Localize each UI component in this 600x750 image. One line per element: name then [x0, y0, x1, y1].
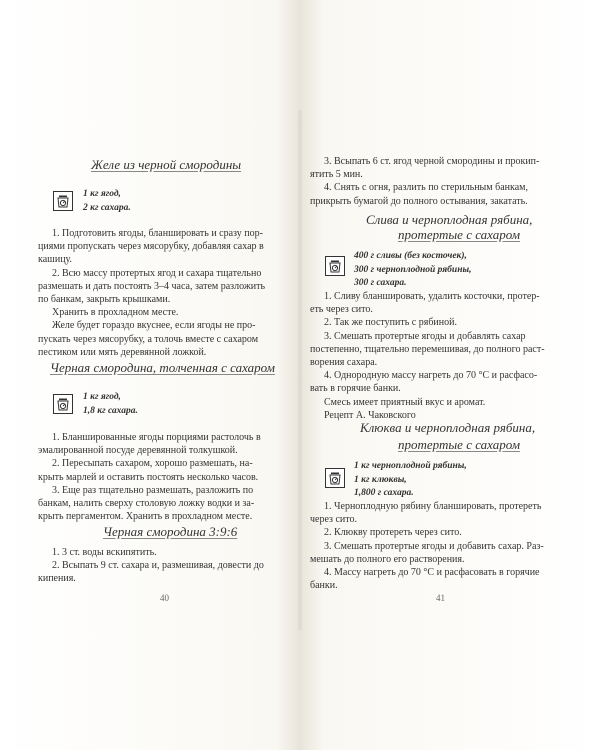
text-line: 3. Еще раз тщательно размешать, разложить по	[52, 484, 254, 496]
text-line: крыть пергаментом. Хранить в прохладном месте.	[38, 511, 253, 523]
text-line: кашицу.	[38, 254, 73, 266]
text-line: 4. Снять с огня, разлить по стерильным банкам,	[324, 182, 528, 194]
text-line: 1. Бланшированные ягоды порциями растолочь в	[52, 432, 261, 443]
recipe-body	[310, 290, 562, 422]
ingredient-list	[83, 188, 131, 215]
recipe-title: Черная смородина 3:9:6	[103, 524, 238, 539]
ingredient-list	[354, 460, 467, 501]
text-line: кипения.	[38, 573, 76, 585]
text-line: Смесь имеет приятный вкус и аромат.	[324, 396, 486, 408]
text-line: 2. Пересыпать сахаром, хорошо размешать, на-	[52, 458, 253, 470]
text-line: 3. Смешать протертые ягоды и добавлять сахар	[324, 330, 526, 342]
text-line: 4. Массу нагреть до 70 °С и расфасовать в горячие	[324, 567, 540, 579]
ingredient: 1 кг клюквы,	[354, 474, 407, 485]
text-line: циями пропускать через мясорубку, добавляя сахар в	[38, 241, 264, 253]
ingredient: 1 кг ягод,	[83, 189, 121, 199]
recipe-subtitle: протертые с сахаром	[398, 227, 521, 242]
page-number: 41	[436, 593, 445, 603]
ingredient: 300 г черноплодной рябины,	[354, 264, 472, 275]
text-line: эмалированной посуде деревянной толкушкой.	[38, 445, 238, 457]
text-line: 2. Всыпать 9 ст. сахара и, размешивая, довести до	[52, 560, 264, 572]
ingredient-list	[354, 250, 471, 291]
recipe-credit: Рецепт А. Чаковского	[324, 409, 416, 421]
text-line: ворения сахара.	[310, 357, 378, 369]
text-line: пускать через мясорубку, а толочь вместе с сахаром	[38, 333, 259, 345]
recipe-body	[38, 431, 294, 523]
text-line: вать в горячие банки.	[310, 383, 401, 395]
text-line: еть через сито.	[310, 304, 373, 316]
text-line: Хранить в прохладном месте.	[52, 307, 179, 319]
ingredient: 1 кг черноплодной рябины,	[354, 461, 467, 471]
text-line: 2. Клюкву протереть через сито.	[324, 527, 462, 539]
recipe-continuation	[310, 155, 562, 208]
recipe-body	[38, 227, 294, 359]
text-line: 1. Подготовить ягоды, бланшировать и сразу пор-	[52, 228, 263, 239]
text-line: по банкам, закрыть крышками.	[38, 294, 171, 306]
scale-icon	[325, 468, 345, 488]
text-line: 3. Всыпать 6 ст. ягод черной смородины и прокип-	[324, 156, 540, 167]
text-line: постепенно, тщательно перемешивая, до полного раст-	[310, 343, 545, 355]
scale-icon	[53, 191, 73, 211]
text-line: 4. Однородную массу нагреть до 70 °С и расфасо-	[324, 370, 538, 382]
recipe-body	[310, 500, 562, 592]
recipe-title: Желе из черной смородины	[91, 157, 242, 172]
recipe-title: Слива и черноплодная рябина,	[366, 212, 533, 227]
text-line: ятить 5 мин.	[310, 169, 363, 181]
ingredient: 1,8 кг сахара.	[83, 405, 138, 416]
text-line: размешать и дать постоять 3–4 часа, затем разложить	[38, 280, 266, 292]
text-line: 1. 3 ст. воды вскипятить.	[52, 547, 157, 558]
page-number: 40	[160, 593, 169, 603]
text-line: 2. Всю массу протертых ягод и сахара тщательно	[52, 267, 262, 279]
text-line: через сито.	[310, 514, 358, 526]
right-page	[300, 0, 600, 750]
ingredient: 1 кг ягод,	[83, 392, 121, 402]
text-line: 1. Черноплодную рябину бланшировать, протереть	[324, 501, 542, 512]
recipe-title: Черная смородина, толченная с сахаром	[50, 360, 275, 375]
text-line: прикрыть бумагой до полного остывания, закатать.	[310, 195, 528, 207]
text-line: мешать до полного его растворения.	[310, 553, 465, 565]
text-line: Желе будет гораздо вкуснее, если ягоды не про-	[52, 320, 256, 332]
scale-icon	[325, 256, 345, 276]
text-line: крыть марлей и оставить постоять несколько часов.	[38, 471, 259, 483]
text-line: 1. Сливу бланшировать, удалить косточки, протер-	[324, 291, 540, 302]
recipe-title: Клюква и черноплодная рябина,	[360, 420, 536, 435]
recipe-subtitle: протертые с сахаром	[398, 437, 521, 452]
ingredient: 300 г сахара.	[354, 278, 407, 288]
recipe-body	[38, 546, 294, 586]
ingredient-list	[83, 391, 138, 418]
ingredient: 1,800 г сахара.	[354, 488, 414, 498]
text-line: 3. Смешать протертые ягоды и добавить сахар. Раз-	[324, 540, 544, 552]
ingredient: 400 г сливы (без косточек),	[354, 251, 467, 261]
scale-icon	[53, 394, 73, 414]
text-line: 2. Так же поступить с рябиной.	[324, 317, 457, 329]
ingredient: 2 кг сахара.	[83, 202, 131, 213]
text-line: банки.	[310, 580, 338, 592]
text-line: пестиком или мять деревянной ложкой.	[38, 346, 207, 358]
text-line: банкам, налить сверху столовую ложку водки и за-	[38, 498, 255, 510]
